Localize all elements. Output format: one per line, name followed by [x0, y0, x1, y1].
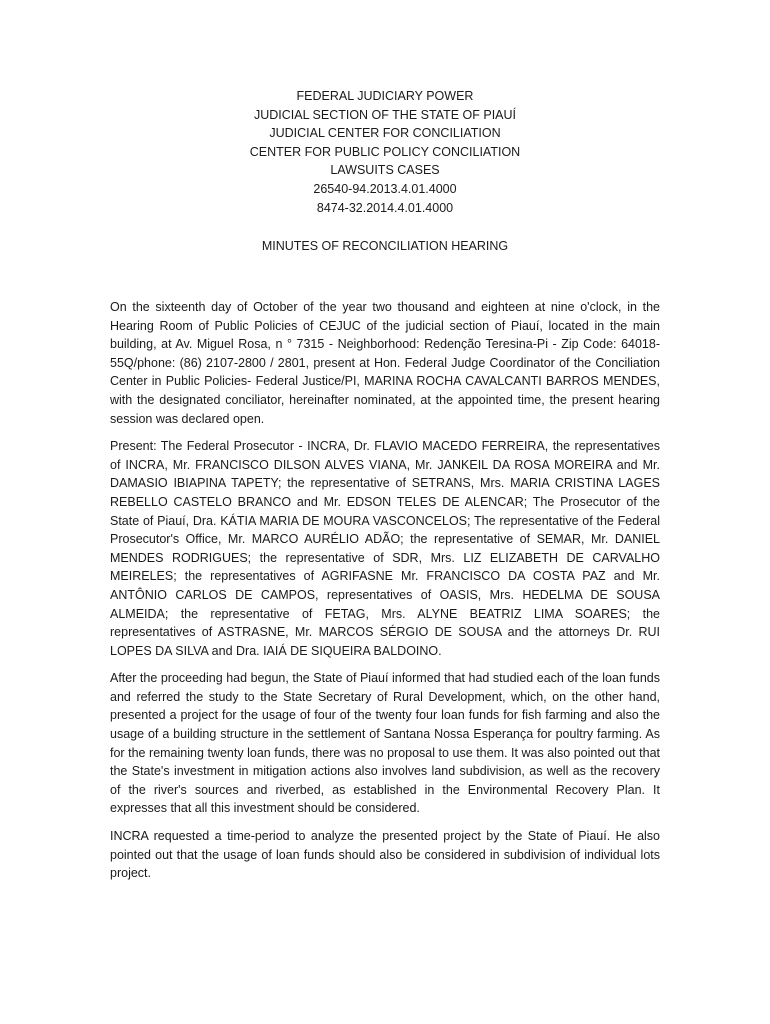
header-line-section: JUDICIAL SECTION OF THE STATE OF PIAUÍ — [253, 107, 517, 122]
document-body — [110, 298, 660, 892]
paragraph-proceeding: After the proceeding had begun, the State of Piauí informed that had studied each of the loan funds and referred the study to the State Secretary of Rural Development, which, on the other hand, presented a project for the usage of four of the twenty four loan funds for fish farming and also the usage of a building structure in the settlement of Santana Nossa Esperança for poultry farming. As for the remaining twenty loan funds, there was no proposal to use them. It was also pointed out that the State's investment in mitigation actions also involves land subdivision, as well as the recovery of the river's sources and riverbed, as established in the Environmental Recovery Plan. It expresses that all this investment should be considered. — [110, 671, 660, 816]
paragraph-incra-request: INCRA requested a time-period to analyze the presented project by the State of Piauí. He also pointed out that the usage of loan funds should also be considered in subdivision of individual lots project. — [110, 829, 660, 881]
header-line-court: FEDERAL JUDICIARY POWER — [296, 89, 474, 103]
document-header — [0, 87, 770, 217]
paragraph-opening: On the sixteenth day of October of the year two thousand and eighteen at nine o'clock, in the Hearing Room of Public Policies of CEJUC of the judicial section of Piauí, located in the main building, at Av. Miguel Rosa, n ° 7315 - Neighborhood: Redenção Teresina-Pi - Zip Code: 64018-55Q/phone: (86) 2107-2800 / 2801, present at Hon. Federal Judge Coordinator of the Conciliation Center in Public Policies- Federal Justice/PI, MARINA ROCHA CAVALCANTI BARROS MENDES, with the designated conciliator, hereinafter nominated, at the appointed time, the present hearing session was declared open. — [110, 300, 660, 426]
header-line-case-number-1: 26540-94.2013.4.01.4000 — [313, 181, 457, 196]
header-line-lawsuits: LAWSUITS CASES — [330, 163, 440, 178]
paragraph-present: Present: The Federal Prosecutor - INCRA, Dr. FLAVIO MACEDO FERREIRA, the representatives of INCRA, Mr. FRANCISCO DILSON ALVES VIANA, Mr. JANKEIL DA ROSA MOREIRA and Mr. DAMASIO IBIAPINA TAPETY; the representative of SETRANS, Mrs. MARIA CRISTINA LAGES REBELLO CASTELO BRANCO and Mr. EDSON TELES DE ALENCAR; The Prosecutor of the State of Piauí, Dra. KÁTIA MARIA DE MOURA VASCONCELOS; The representative of the Federal Prosecutor's Office, Mr. MARCO AURÉLIO ADÃO; the representative of SEMAR, Mr. DANIEL MENDES RODRIGUES; the representative of SDR, Mrs. LIZ ELIZABETH DE CARVALHO MEIRELES; the representatives of AGRIFASNE Mr. FRANCISCO DA COSTA PAZ and Mr. ANTÔNIO CARLOS DE CAMPOS, representatives of OASIS, Mrs. HEDELMA DE SOUSA ALMEIDA; the representative of FETAG, Mrs. ALYNE BEATRIZ LIMA SOARES; the representatives of ASTRASNE, Mr. MARCOS SÉRGIO DE SOUSA and the attorneys Dr. RUI LOPES DA SILVA and Dra. IAIÁ DE SIQUEIRA BALDOINO. — [110, 439, 660, 658]
document-title: MINUTES OF RECONCILIATION HEARING — [261, 239, 509, 253]
header-line-policy-center: CENTER FOR PUBLIC POLICY CONCILIATION — [249, 144, 521, 159]
header-line-case-number-2: 8474-32.2014.4.01.4000 — [316, 200, 454, 215]
header-line-center: JUDICIAL CENTER FOR CONCILIATION — [269, 126, 501, 141]
